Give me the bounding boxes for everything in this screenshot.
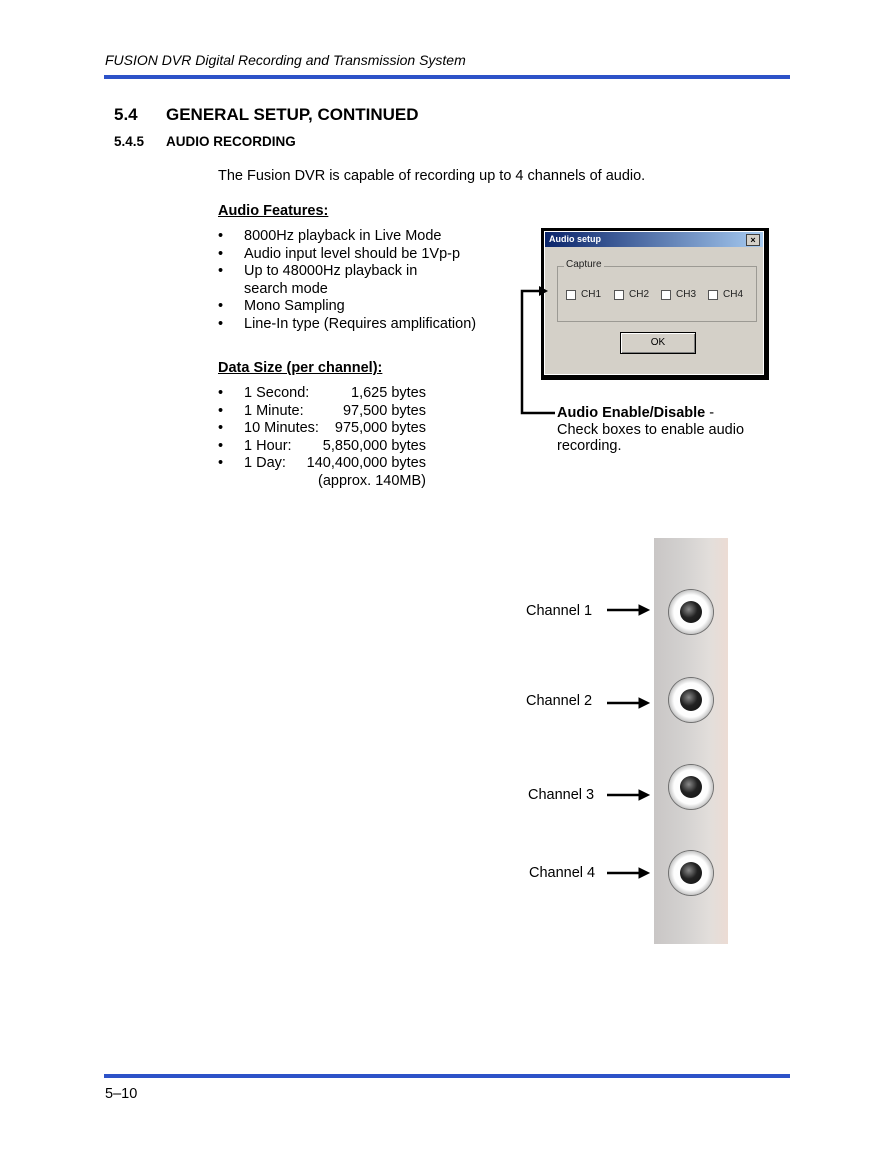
capture-group [557, 259, 757, 322]
data-size-value: 1,625 bytes [351, 385, 426, 401]
intro-paragraph: The Fusion DVR is capable of recording up to 4 channels of audio. [218, 168, 646, 184]
jack-hole-icon [680, 689, 702, 711]
audio-jack-3 [669, 765, 713, 809]
arrow-head-icon [539, 286, 548, 296]
data-size-label: • 1 Day: [244, 455, 286, 472]
list-item: • Up to 48000Hz playback in search mode [218, 263, 464, 298]
list-item [218, 420, 426, 438]
checkbox-icon [614, 290, 624, 300]
checkbox-icon [661, 290, 671, 300]
close-icon[interactable]: × [746, 234, 760, 246]
data-size-value: 5,850,000 bytes [322, 437, 426, 454]
channel-arrows [604, 602, 652, 882]
ch1-checkbox[interactable] [566, 289, 601, 300]
list-item: • Line-In type (Requires amplification) [218, 316, 488, 334]
checkbox-icon [566, 290, 576, 300]
data-size-value: 97,500 bytes [342, 402, 426, 419]
data-size-label: • 1 Hour: [244, 437, 292, 454]
page-number: 5–10 [105, 1086, 138, 1102]
data-size-value: 140,400,000 bytes [306, 455, 426, 472]
channel-1-label: Channel 1 [526, 603, 593, 619]
ch3-checkbox[interactable] [661, 289, 696, 300]
jack-hole-icon [680, 776, 702, 798]
subsection-heading [114, 134, 296, 149]
arrow-right-icon [639, 698, 649, 708]
section-heading [114, 105, 419, 125]
list-item: • Mono Sampling [218, 298, 488, 316]
connector-line [522, 291, 555, 413]
ch4-checkbox[interactable] [708, 289, 743, 300]
jack-hole-icon [680, 862, 702, 884]
channel-3-label: Channel 3 [528, 787, 595, 803]
dialog-title: Audio setup [549, 234, 601, 244]
list-item [218, 403, 426, 421]
dialog-titlebar [545, 232, 763, 247]
section-number: 5.4 [114, 105, 138, 124]
arrow-right-icon [639, 790, 649, 800]
subsection-title: AUDIO RECORDING [166, 134, 296, 149]
data-size-list [218, 385, 426, 473]
data-size-label: • 1 Minute: [244, 402, 304, 419]
footer-rule [104, 1074, 790, 1078]
features-heading: Audio Features: [218, 203, 329, 219]
arrow-right-icon [639, 605, 649, 615]
section-title: GENERAL SETUP, CONTINUED [166, 105, 419, 124]
data-size-heading: Data Size (per channel): [218, 360, 383, 376]
checkbox-label: CH4 [723, 289, 744, 300]
audio-jack-4 [669, 851, 713, 895]
features-section [218, 203, 488, 334]
list-item [218, 438, 426, 456]
dialog-body [544, 231, 764, 375]
channel-2-label: Channel 2 [526, 693, 593, 709]
checkbox-label: CH3 [676, 289, 697, 300]
list-item [218, 455, 426, 473]
callout-bold: Audio Enable/Disable [557, 405, 706, 421]
features-list [218, 228, 488, 334]
checkbox-label: CH1 [581, 289, 602, 300]
data-size-label: • 1 Second: [244, 385, 310, 401]
data-size-note: (approx. 140MB) [318, 472, 426, 489]
header-title: FUSION DVR Digital Recording and Transmission System [105, 52, 466, 68]
data-size-section [218, 360, 426, 489]
ok-button[interactable]: OK [620, 332, 696, 354]
audio-setup-dialog [541, 228, 769, 380]
audio-jack-1 [669, 590, 713, 634]
data-size-label: • 10 Minutes: [244, 420, 319, 437]
callout-text [557, 405, 757, 455]
list-item [218, 385, 426, 403]
data-size-value: 975,000 bytes [334, 420, 426, 437]
list-item: • 8000Hz playback in Live Mode [218, 228, 488, 246]
checkbox-label: CH2 [629, 289, 650, 300]
header-rule [104, 75, 790, 79]
audio-jack-2 [669, 678, 713, 722]
callout-connector [515, 280, 565, 420]
jack-hole-icon [680, 601, 702, 623]
checkbox-icon [708, 290, 718, 300]
list-item: • Audio input level should be 1Vp-p [218, 246, 488, 264]
callout-rest: - Check boxes to enable audio recording. [557, 405, 745, 454]
ch2-checkbox[interactable] [614, 289, 649, 300]
channel-4-label: Channel 4 [529, 865, 596, 881]
capture-group-label: Capture [566, 259, 602, 270]
arrow-right-icon [639, 868, 649, 878]
subsection-number: 5.4.5 [114, 134, 145, 149]
